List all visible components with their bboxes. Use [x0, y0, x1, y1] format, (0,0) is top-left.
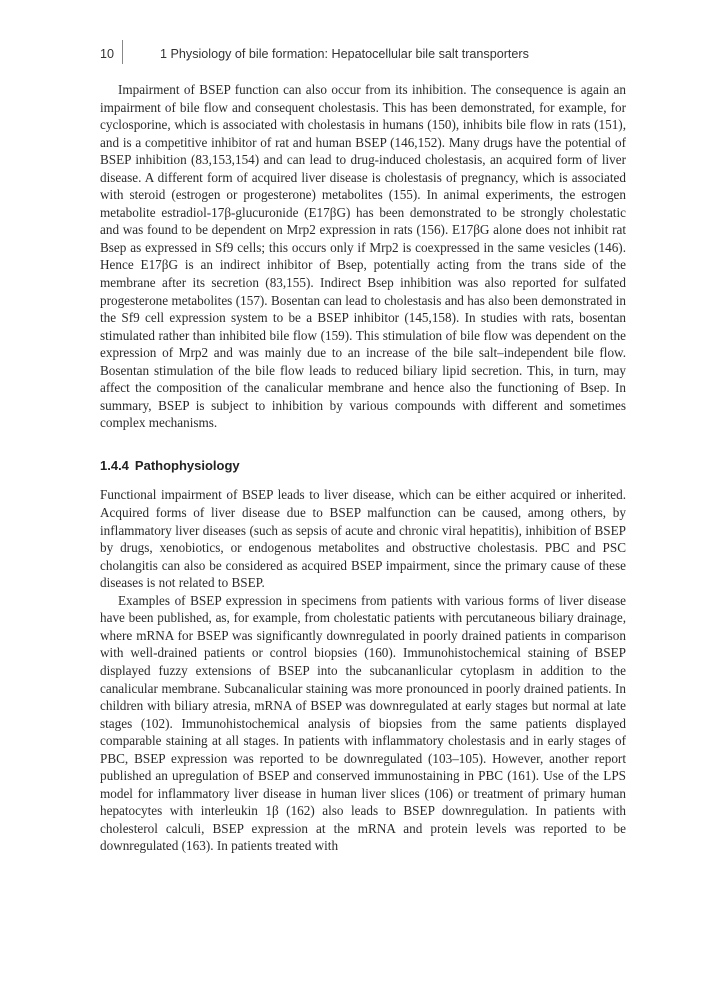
header-divider	[122, 40, 123, 64]
paragraph-bsep-expression: Examples of BSEP expression in specimens from patients with various forms of liver disease have been published, as, for example, from cholestatic patients with percutaneous biliary drainage, where mRNA for BSEP was significantly downregulated in poorly drained patients in comparison with well-drained patients or control biopsies (160). Immunohistochemical staining of BSEP displayed fuzzy extensions of BSEP into the subcananlicular cytoplasm in addition to the canalicular membrane. Subcanalicular staining was more pronounced in poorly drained patients. In children with biliary atresia, mRNA of BSEP was downregulated at early stages but normal at late stages (102). Immunohistochemical analysis of biopsies from the same patients displayed comparable staining at all stages. In patients with inflammatory cholestasis and in early stages of PBC, BSEP expression was reported to be downregulated (103–105). However, another report published an upregulation of BSEP and conserved immunostaining in PBC (161). Use of the LPS model for inflammatory liver disease in human liver slices (106) or treatment of primary human hepatocytes with interleukin 1β (162) also leads to BSEP downregulation. In patients with cholesterol calculi, BSEP expression at the mRNA and protein levels was reported to be downregulated (163). In patients treated with	[100, 592, 626, 854]
page-number: 10	[100, 47, 115, 61]
body-text	[100, 81, 626, 855]
chapter-title: 1 Physiology of bile formation: Hepatocellular bile salt transporters	[160, 47, 529, 61]
section-title: Pathophysiology	[134, 457, 240, 473]
paragraph-pathophysiology-intro: Functional impairment of BSEP leads to liver disease, which can be either acquired or inherited. Acquired forms of liver disease due to BSEP malfunction can be caused, among others, by inflammatory liver diseases (such as sepsis of acute and chronic viral hepatitis), inhibition of BSEP by drugs, xenobiotics, or endogenous metabolites and obstructive cholestasis. PBC and PSC cholangitis can also be considered as acquired BSEP impairment, since the primary cause of these diseases is not related to BSEP.	[100, 487, 626, 591]
running-head	[100, 44, 626, 68]
paragraph-inhibition: Impairment of BSEP function can also occur from its inhibition. The consequence is again an impairment of bile flow and consequent cholestasis. This has been demonstrated, for example, for cyclosporine, which is associated with cholestasis in humans (150), inhibits bile flow in rats (151), and is a competitive inhibitor of rat and human BSEP (146,152). Many drugs have the potential of BSEP inhibition (83,153,154) and can lead to drug-induced cholestasis, an acquired form of liver disease. A different form of acquired liver disease is cholestasis of pregnancy, which is associated with steroid (estrogen or progesterone) metabolites (155). In animal experiments, the estrogen metabolite estradiol-17β-glucuronide (E17βG) has been demonstrated to be strongly cholestatic and was found to be dependent on Mrp2 expression in rats (156). E17βG alone does not inhibit rat Bsep as expressed in Sf9 cells; this occurs only if Mrp2 is coexpressed in the same vesicles (146). Hence E17βG is an indirect inhibitor of Bsep, potentially acting from the trans side of the membrane after its secretion (83,155). Indirect Bsep inhibition was also reported for sulfated progesterone metabolites (157). Bosentan can lead to cholestasis and has also been demonstrated in the Sf9 cell expression system to be a BSEP inhibitor (145,158). In studies with rats, bosentan stimulated rather than inhibited bile flow (159). This stimulation of bile flow was dependent on the expression of Mrp2 and was mainly due to an increase of the bile salt–independent bile flow. Bosentan stimulation of the bile flow leads to reduced biliary lipid secretion. This, in turn, may affect the composition of the canalicular membrane and hence also the functioning of Bsep. In summary, BSEP is subject to inhibition by various compounds with different and sometimes complex mechanisms.	[100, 82, 626, 431]
section-heading	[100, 457, 626, 475]
section-number: 1.4.4	[100, 457, 129, 473]
